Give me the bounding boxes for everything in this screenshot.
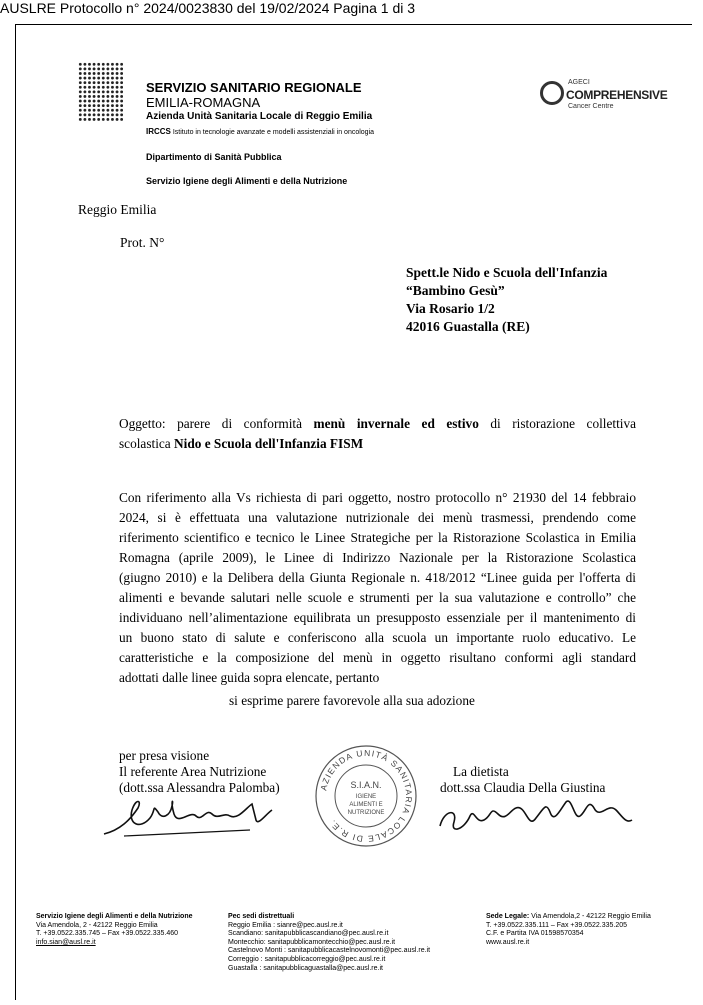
city: Reggio Emilia: [78, 202, 157, 217]
recipient-line: 42016 Guastalla (RE): [406, 319, 530, 334]
footer-col2-title: Pec sedi distrettuali: [228, 913, 295, 920]
cc-logo-sub: Cancer Centre: [568, 103, 614, 110]
footer-col1-line: Servizio Igiene degli Alimenti e della Nutrizione: [36, 913, 193, 920]
stamp-center1: S.I.A.N.: [350, 780, 382, 790]
footer-col3-line: Via Amendola,2 - 42122 Reggio Emilia: [531, 913, 651, 920]
ssr-logo-dots-icon: [78, 62, 124, 122]
subject-line1: [119, 416, 636, 432]
signer-right-line2: dott.ssa Claudia Della Giustina: [440, 780, 606, 795]
org-irccs: [146, 127, 374, 136]
subject-text: scolastica: [119, 436, 171, 451]
body-line: un buono stato di salute e conferiscono alla scuola un importante ruolo educativo. Le: [119, 630, 636, 645]
signature-left-icon: [100, 790, 280, 845]
footer-col2-line[interactable]: Castelnovo Monti : sanitapubblicacastelnovomonti@pec.ausl.re.it: [228, 947, 431, 955]
recipient-line: Spett.le Nido e Scuola dell'Infanzia: [406, 265, 608, 280]
stamp-center2: IGIENE: [355, 794, 377, 800]
footer-col1-line: Via Amendola, 2 - 42122 Reggio Emilia: [36, 921, 158, 929]
signer-left-line2: Il referente Area Nutrizione: [119, 764, 267, 779]
subject-text: di ristorazione collettiva: [490, 416, 637, 431]
body-line: adottati dalle linee guida sopra elencate, pertanto: [119, 670, 380, 685]
footer-col1-line: T. +39.0522.335.745 – Fax +39.0522.335.460: [36, 930, 179, 938]
subject-text: parere di conformità: [177, 416, 303, 431]
body-line: individuano nell’alimentazione equilibrata un presupposto essenziale per il mantenimento di: [119, 610, 636, 625]
signer-right-line1: La dietista: [453, 764, 509, 779]
footer-col2: [228, 913, 430, 973]
footer-col3: [486, 913, 651, 947]
cancer-centre-logo-icon: [540, 81, 564, 105]
footer-col3-link[interactable]: www.ausl.re.it: [486, 938, 530, 946]
subject-line2: [119, 436, 363, 452]
footer-col2-line[interactable]: Guastalla : sanitapubblicaguastalla@pec.ausl.re.it: [228, 964, 383, 972]
footer-col3-line: T. +39.0522.335.111 – Fax +39.0522.335.205: [486, 921, 628, 929]
footer-col2-line[interactable]: Montecchio: sanitapubblicamontecchio@pec.ausl.re.it: [228, 938, 396, 946]
recipient-line: “Bambino Gesù”: [406, 283, 505, 298]
signer-left-line1: per presa visione: [119, 748, 210, 763]
body-line: (giugno 2010) e la Delibera della Giunta Regionale n. 418/2012 “Linee guida per l'offerta di: [119, 570, 636, 585]
footer-col2-line[interactable]: Scandiano: sanitapubblicascandiano@pec.ausl.re.it: [228, 930, 389, 938]
footer-col2-line[interactable]: Reggio Emilia : sianre@pec.ausl.re.it: [228, 921, 343, 929]
sian-stamp-icon: [314, 744, 418, 848]
footer-col3-line: C.F. e Partita IVA 01598570354: [486, 930, 584, 938]
stamp-ring-text: AZIENDA UNITÀ SANITARIA LOCALE DI R.E.: [318, 747, 415, 845]
protocol-header: AUSLRE Protocollo n° 2024/0023830 del 19/02/2024 Pagina 1 di 3: [0, 0, 416, 16]
recipient-line: Via Rosario 1/2: [406, 301, 495, 316]
service: Servizio Igiene degli Alimenti e della Nutrizione: [146, 176, 348, 186]
conclusion: si esprime parere favorevole alla sua adozione: [229, 693, 475, 708]
body-line: 2024, si è effettuata una valutazione nutrizionale dei menù trasmessi, prendendo come: [119, 510, 636, 525]
subject-bold: Nido e Scuola dell'Infanzia FISM: [174, 436, 364, 451]
org-line3: Azienda Unità Sanitaria Locale di Reggio Emilia: [146, 111, 373, 122]
body-line: caratteristiche e la composizione del menù in oggetto risultano conformi agli standard: [119, 650, 636, 665]
subject-label: Oggetto:: [119, 416, 166, 431]
org-line2: EMILIA-ROMAGNA: [146, 95, 261, 110]
prot-number: Prot. N°: [120, 235, 165, 250]
irccs-desc: Istituto in tecnologie avanzate e modelli assistenziali in oncologia: [172, 129, 375, 136]
department: Dipartimento di Sanità Pubblica: [146, 152, 282, 162]
body-line: Romagna (aprile 2009), le Linee di Indirizzo Nazionale per la Ristorazione Scolastica: [119, 550, 636, 565]
footer-col3-title: Sede Legale:: [486, 913, 530, 920]
body-line: alimenti e bevande salutari nelle scuole e strumenti per la sua valutazione e controllo” che: [119, 590, 636, 605]
subject-bold: menù invernale ed estivo: [313, 416, 479, 431]
cc-logo-big: COMPREHENSIVE: [566, 88, 668, 102]
footer-col1: [36, 913, 193, 947]
signature-right-icon: [436, 790, 636, 840]
footer-col2-line[interactable]: Correggio : sanitapubblicacorreggio@pec.ausl.re.it: [228, 955, 386, 963]
footer-col1-email[interactable]: info.sian@ausl.re.it: [36, 938, 96, 946]
body-line: Con riferimento alla Vs richiesta di pari oggetto, nostro protocollo n° 21930 del 14 febbraio: [119, 490, 636, 505]
cc-logo-small: AGECI: [568, 79, 590, 86]
stamp-center3: ALIMENTI E: [349, 802, 383, 808]
body-line: riferimento scientifico e tecnico le Linee Strategiche per la Ristorazione Scolastica in Emilia: [119, 530, 636, 545]
irccs-label: IRCCS: [146, 127, 171, 136]
stamp-center4: NUTRIZIONE: [347, 810, 385, 816]
org-line1: SERVIZIO SANITARIO REGIONALE: [146, 80, 362, 95]
signer-left-line3: (dott.ssa Alessandra Palomba): [119, 780, 280, 795]
